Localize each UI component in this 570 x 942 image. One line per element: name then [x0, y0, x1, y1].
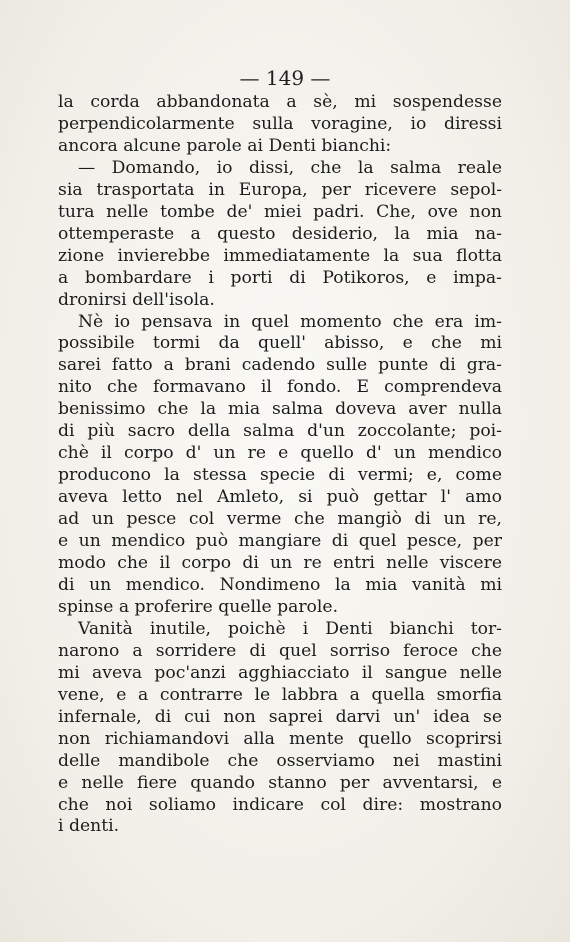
text-line: modo che il corpo di un re entri nelle viscere [58, 553, 502, 574]
text-line: e un mendico può mangiare di quel pesce, per [58, 531, 502, 552]
text-line: e nelle fiere quando stanno per avventarsi, e [58, 772, 502, 793]
text-line: dronirsi dell'isola. [58, 289, 215, 310]
text-line: a bombardare i porti di Potikoros, e impa- [58, 267, 502, 288]
text-line: vene, e a contrarre le labbra a quella smorfia [58, 684, 502, 705]
text-line: producono la stessa specie di vermi; e, come [58, 465, 502, 486]
text-line: ad un pesce col verme che mangiò di un re, [58, 509, 502, 530]
text-line: aveva letto nel Amleto, si può gettar l' amo [58, 487, 502, 508]
text-line: di un mendico. Nondimeno la mia vanità mi [58, 574, 502, 595]
text-line: Vanità inutile, poichè i Denti bianchi tor- [78, 618, 502, 639]
text-line: spinse a proferire quelle parole. [58, 596, 339, 617]
text-line: ottemperaste a questo desiderio, la mia na- [58, 223, 502, 244]
text-line: — Domando, io dissi, che la salma reale [78, 157, 502, 178]
text-line: sia trasportata in Europa, per ricevere sepol- [58, 179, 502, 200]
text-line: nito che formavano il fondo. E comprendeva [58, 377, 502, 398]
text-line: sarei fatto a brani cadendo sulle punte di gra- [58, 355, 502, 376]
body-text [58, 92, 502, 838]
text-line: che noi soliamo indicare col dire: mostrano [58, 794, 502, 815]
text-line: delle mandibole che osserviamo nei mastini [58, 750, 502, 771]
text-line: mi aveva poc'anzi agghiacciato il sangue nelle [58, 662, 502, 683]
page-number: — 149 — [239, 66, 331, 90]
text-line: zione invierebbe immediatamente la sua flotta [58, 245, 502, 266]
text-line: la corda abbandonata a sè, mi sospendesse [58, 92, 502, 112]
text-line: chè il corpo d' un re e quello d' un mendico [58, 443, 502, 464]
text-line: perpendicolarmente sulla voragine, io diressi [58, 113, 502, 134]
text-line: benissimo che la mia salma doveva aver nulla [58, 399, 502, 420]
text-line: Nè io pensava in quel momento che era im- [78, 311, 502, 332]
text-line: narono a sorridere di quel sorriso feroce che [58, 640, 502, 661]
text-line: i denti. [58, 816, 120, 837]
text-line: infernale, di cui non saprei darvi un' idea se [58, 706, 502, 727]
text-line: non richiamandovi alla mente quello scoprirsi [58, 728, 502, 749]
text-line: possibile tormi da quell' abisso, e che mi [58, 333, 502, 354]
text-line: ancora alcune parole ai Denti bianchi: [58, 135, 392, 156]
text-line: tura nelle tombe de' miei padri. Che, ove non [58, 201, 502, 222]
text-line: di più sacro della salma d'un zoccolante; poi- [58, 421, 502, 442]
